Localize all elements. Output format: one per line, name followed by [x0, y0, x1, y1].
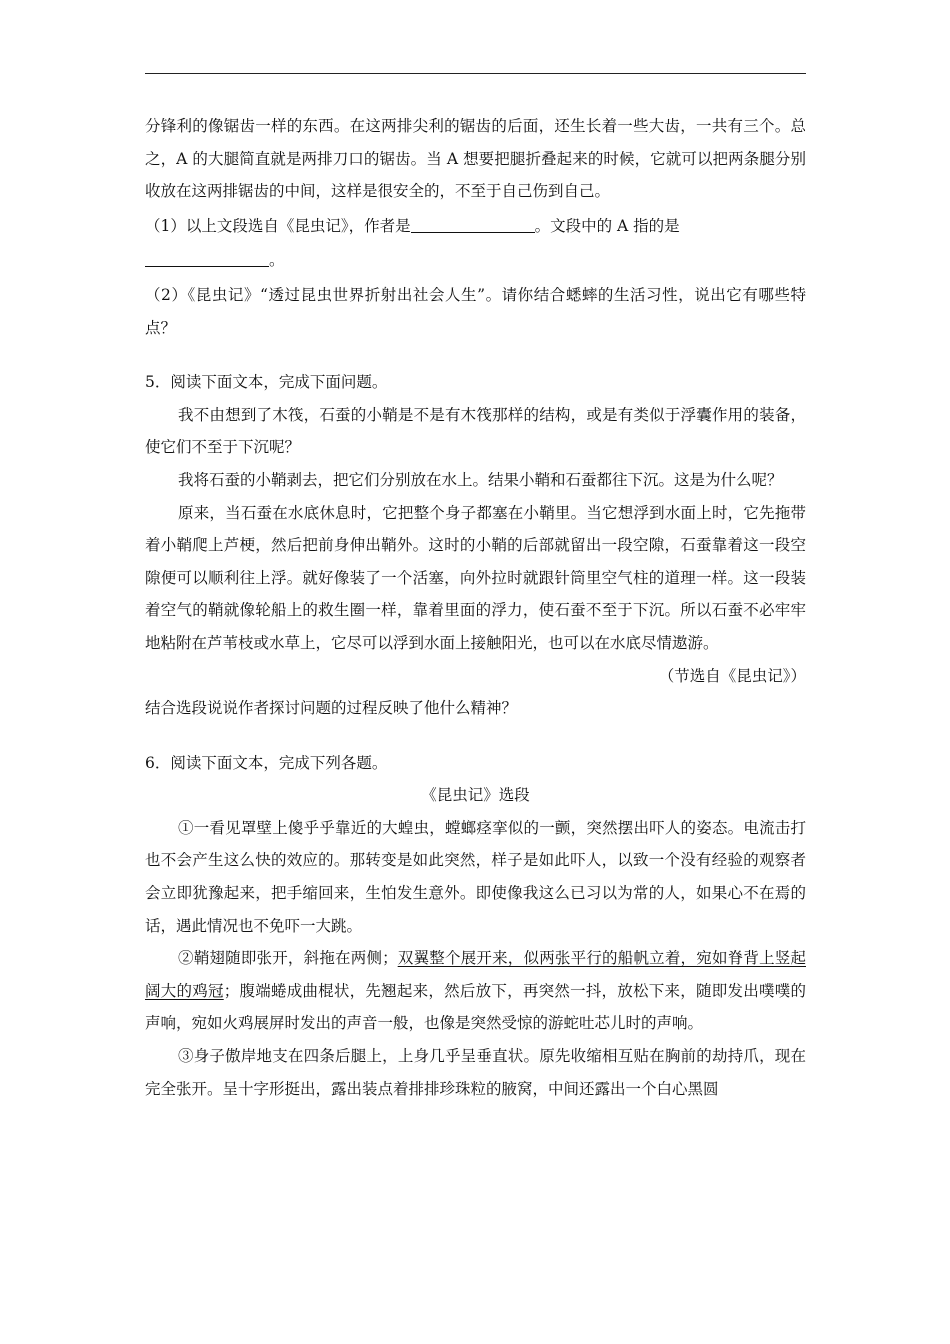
passage6-para-2: [145, 942, 806, 1040]
passage5-para-3: 原来，当石蚕在水底休息时，它把整个身子都塞在小鞘里。当它想浮到水面上时，它先拖带着小鞘爬上芦梗，然后把前身伸出鞘外。这时的小鞘的后部就留出一段空隙，石蚕靠着这一段空隙便可以顺利往上浮。就好像装了一个活塞，向外拉时就跟针筒里空气柱的道理一样。这一段装着空气的鞘就像轮船上的救生圈一样，靠着里面的浮力，使石蚕不至于下沉。所以石蚕不必牢牢地粘附在芦苇枝或水草上，它尽可以浮到水面上接触阳光，也可以在水底尽情遨游。: [145, 503, 806, 652]
question-4-1: [145, 210, 806, 243]
passage6-para-2-a: ②鞘翅随即张开，斜拖在两侧；: [178, 949, 398, 968]
passage6-para-2-b: ；腹端蜷成曲棍状，先翘起来，然后放下，再突然一抖，放松下来，随即发出噗噗的声响，宛如火鸡展屏时发出的声音一般，也像是突然受惊的游蛇吐芯儿时的声响。: [145, 981, 806, 1033]
question-5: 结合选段说说作者探讨问题的过程反映了他什么精神？: [145, 699, 518, 718]
passage5-source: （节选自《昆虫记》）: [658, 666, 806, 685]
passage6-underlined-sentence: 双翼整个展开来，似两张平行的船帆立着，宛如脊背上竖起阔大的鸡冠: [145, 949, 806, 1000]
document-body: [145, 110, 806, 1105]
question-4-1-text-a: （1）以上文段选自《昆虫记》，作者是: [145, 216, 411, 235]
passage6-para-3: ③身子傲岸地支在四条后腿上，上身几乎呈垂直状。原先收缩相互贴在胸前的劫持爪，现在完全张开。呈十字形挺出，露出装点着排排珍珠粒的腋窝，中间还露出一个白心黑圆: [145, 1047, 806, 1098]
header-rule: [145, 73, 806, 74]
question-4-2: （2）《昆虫记》“透过昆虫世界折射出社会人生”。请你结合蟋蟀的生活习性，说出它有哪些特点？: [145, 285, 806, 337]
passage5-para-2: 我将石蚕的小鞘剥去，把它们分别放在水上。结果小鞘和石蚕都往下沉。这是为什么呢？: [178, 470, 783, 489]
question-4-1-text-c: 。: [269, 251, 285, 270]
passage4-text: 分锋利的像锯齿一样的东西。在这两排尖利的锯齿的后面，还生长着一些大齿，一共有三个。总之，A 的大腿简直就是两排刀口的锯齿。当 A 想要把腿折叠起来的时候，它就可以把两条腿分别收放在这两排锯齿的中间，这样是很安全的，不至于自己伤到自己。: [145, 117, 806, 201]
question-4-1-text-b: 。文段中的 A 指的是: [534, 216, 680, 235]
question-6-heading: 6．阅读下面文本，完成下列各题。: [145, 753, 388, 772]
question-4-1-continued: [145, 244, 806, 277]
passage6-para-1: ①一看见罩壁上傻乎乎靠近的大蝗虫，螳螂痉挛似的一颤，突然摆出吓人的姿态。电流击打也不会产生这么快的效应的。那转变是如此突然，样子是如此吓人，以致一个没有经验的观察者会立即犹豫起来，把手缩回来，生怕发生意外。即使像我这么已习以为常的人，如果心不在焉的话，遇此情况也不免吓一大跳。: [145, 818, 806, 935]
passage6-title: 《昆虫记》选段: [421, 786, 530, 805]
answer-blank-a[interactable]: [145, 250, 269, 267]
passage5-para-1: 我不由想到了木筏，石蚕的小鞘是不是有木筏那样的结构，或是有类似于浮囊作用的装备，使它们不至于下沉呢？: [145, 405, 806, 457]
question-5-heading: 5．阅读下面文本，完成下面问题。: [145, 373, 388, 392]
answer-blank-author[interactable]: [411, 216, 535, 233]
